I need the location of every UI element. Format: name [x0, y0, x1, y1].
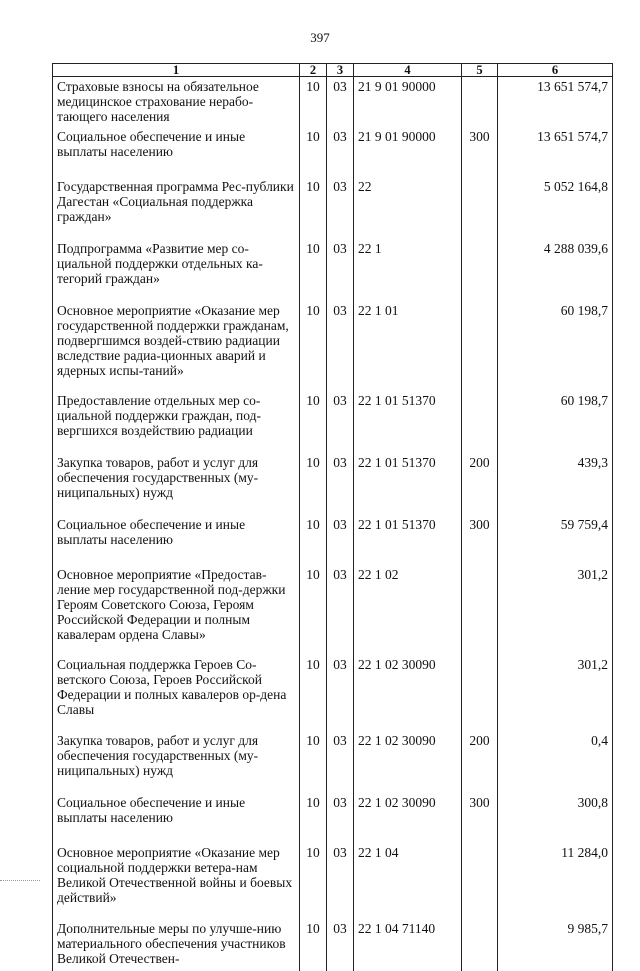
row-expense-type: 300 [462, 127, 498, 177]
row-section: 10 [300, 301, 327, 391]
row-subsection: 03 [327, 793, 354, 843]
row-expense-type [462, 239, 498, 301]
row-amount: 9 985,7 [498, 919, 613, 971]
page-number: 397 [310, 30, 330, 45]
row-amount: 11 284,0 [498, 843, 613, 919]
table-row [53, 655, 613, 731]
table-row [53, 793, 613, 843]
row-subsection: 03 [327, 239, 354, 301]
table-row [53, 301, 613, 391]
row-amount: 13 651 574,7 [498, 77, 613, 128]
row-expense-type [462, 177, 498, 239]
row-target-code: 22 1 01 51370 [354, 453, 462, 515]
row-section: 10 [300, 655, 327, 731]
row-subsection: 03 [327, 919, 354, 971]
row-amount: 60 198,7 [498, 301, 613, 391]
row-name: Закупка товаров, работ и услуг для обеспечения государственных (му-ниципальных) нужд [53, 731, 300, 793]
row-subsection: 03 [327, 301, 354, 391]
row-section: 10 [300, 77, 327, 128]
row-amount: 301,2 [498, 655, 613, 731]
row-target-code: 22 1 02 30090 [354, 655, 462, 731]
row-subsection: 03 [327, 515, 354, 565]
row-subsection: 03 [327, 843, 354, 919]
column-header-6: 6 [498, 64, 613, 77]
row-amount: 60 198,7 [498, 391, 613, 453]
row-amount: 13 651 574,7 [498, 127, 613, 177]
row-name: Предоставление отдельных мер со-циальной поддержки граждан, под-вергшихся воздействию радиации [53, 391, 300, 453]
column-header-1: 1 [53, 64, 300, 77]
row-subsection: 03 [327, 77, 354, 128]
row-amount: 4 288 039,6 [498, 239, 613, 301]
row-name: Закупка товаров, работ и услуг для обеспечения государственных (му-ниципальных) нужд [53, 453, 300, 515]
row-subsection: 03 [327, 391, 354, 453]
row-target-code: 22 1 04 71140 [354, 919, 462, 971]
table-row [53, 515, 613, 565]
row-target-code: 21 9 01 90000 [354, 77, 462, 128]
row-section: 10 [300, 731, 327, 793]
row-section: 10 [300, 239, 327, 301]
row-subsection: 03 [327, 565, 354, 655]
column-header-2: 2 [300, 64, 327, 77]
row-name: Социальное обеспечение и иные выплаты населению [53, 515, 300, 565]
row-expense-type [462, 77, 498, 128]
row-expense-type [462, 391, 498, 453]
column-header-3: 3 [327, 64, 354, 77]
row-name: Основное мероприятие «Оказание мер государственной поддержки гражданам, подвергшимся воздей-ствию радиации вследствие радиа-ционных аварий и ядерных испы-таний» [53, 301, 300, 391]
table-row [53, 177, 613, 239]
scan-margin-mark [0, 880, 40, 881]
table-row [53, 919, 613, 971]
row-name: Социальная поддержка Героев Со-ветского Союза, Героев Российской Федерации и полных кавалеров ор-дена Славы [53, 655, 300, 731]
row-name: Страховые взносы на обязательное медицинское страхование нерабо-тающего населения [53, 77, 300, 128]
row-expense-type: 300 [462, 793, 498, 843]
row-target-code: 22 1 02 30090 [354, 793, 462, 843]
table-row [53, 843, 613, 919]
row-section: 10 [300, 391, 327, 453]
row-expense-type [462, 565, 498, 655]
budget-table [52, 63, 613, 971]
table-row [53, 239, 613, 301]
row-target-code: 22 1 02 30090 [354, 731, 462, 793]
row-amount: 439,3 [498, 453, 613, 515]
table-row [53, 731, 613, 793]
row-section: 10 [300, 453, 327, 515]
row-target-code: 22 1 01 51370 [354, 515, 462, 565]
row-expense-type: 200 [462, 731, 498, 793]
row-target-code: 22 1 04 [354, 843, 462, 919]
row-section: 10 [300, 127, 327, 177]
row-section: 10 [300, 919, 327, 971]
row-target-code: 22 1 [354, 239, 462, 301]
table-row [53, 77, 613, 128]
table-row [53, 453, 613, 515]
column-header-5: 5 [462, 64, 498, 77]
row-subsection: 03 [327, 127, 354, 177]
row-name: Основное мероприятие «Предостав-ление мер государственной под-держки Героям Советского Союза, Героям Российской Федерации и полным кавалерам ордена Славы» [53, 565, 300, 655]
row-section: 10 [300, 515, 327, 565]
row-target-code: 22 1 02 [354, 565, 462, 655]
row-section: 10 [300, 565, 327, 655]
row-amount: 301,2 [498, 565, 613, 655]
row-section: 10 [300, 177, 327, 239]
row-amount: 0,4 [498, 731, 613, 793]
row-amount: 59 759,4 [498, 515, 613, 565]
row-expense-type [462, 919, 498, 971]
row-subsection: 03 [327, 177, 354, 239]
table-row [53, 565, 613, 655]
row-expense-type: 200 [462, 453, 498, 515]
row-name: Подпрограмма «Развитие мер со-циальной поддержки отдельных ка-тегорий граждан» [53, 239, 300, 301]
row-subsection: 03 [327, 453, 354, 515]
row-name: Государственная программа Рес-публики Дагестан «Социальная поддержка граждан» [53, 177, 300, 239]
row-target-code: 22 1 01 51370 [354, 391, 462, 453]
column-header-4: 4 [354, 64, 462, 77]
table-row [53, 391, 613, 453]
row-expense-type [462, 843, 498, 919]
row-expense-type [462, 655, 498, 731]
row-name: Дополнительные меры по улучше-нию материального обеспечения участников Великой Отечествен- [53, 919, 300, 971]
table-header-row [53, 64, 613, 77]
row-expense-type: 300 [462, 515, 498, 565]
row-section: 10 [300, 843, 327, 919]
row-subsection: 03 [327, 655, 354, 731]
row-expense-type [462, 301, 498, 391]
row-subsection: 03 [327, 731, 354, 793]
row-name: Социальное обеспечение и иные выплаты населению [53, 127, 300, 177]
row-name: Основное мероприятие «Оказание мер социальной поддержки ветера-нам Великой Отечественной войны и боевых действий» [53, 843, 300, 919]
table-row [53, 127, 613, 177]
row-amount: 5 052 164,8 [498, 177, 613, 239]
row-target-code: 21 9 01 90000 [354, 127, 462, 177]
row-amount: 300,8 [498, 793, 613, 843]
row-target-code: 22 1 01 [354, 301, 462, 391]
row-section: 10 [300, 793, 327, 843]
row-target-code: 22 [354, 177, 462, 239]
row-name: Социальное обеспечение и иные выплаты населению [53, 793, 300, 843]
